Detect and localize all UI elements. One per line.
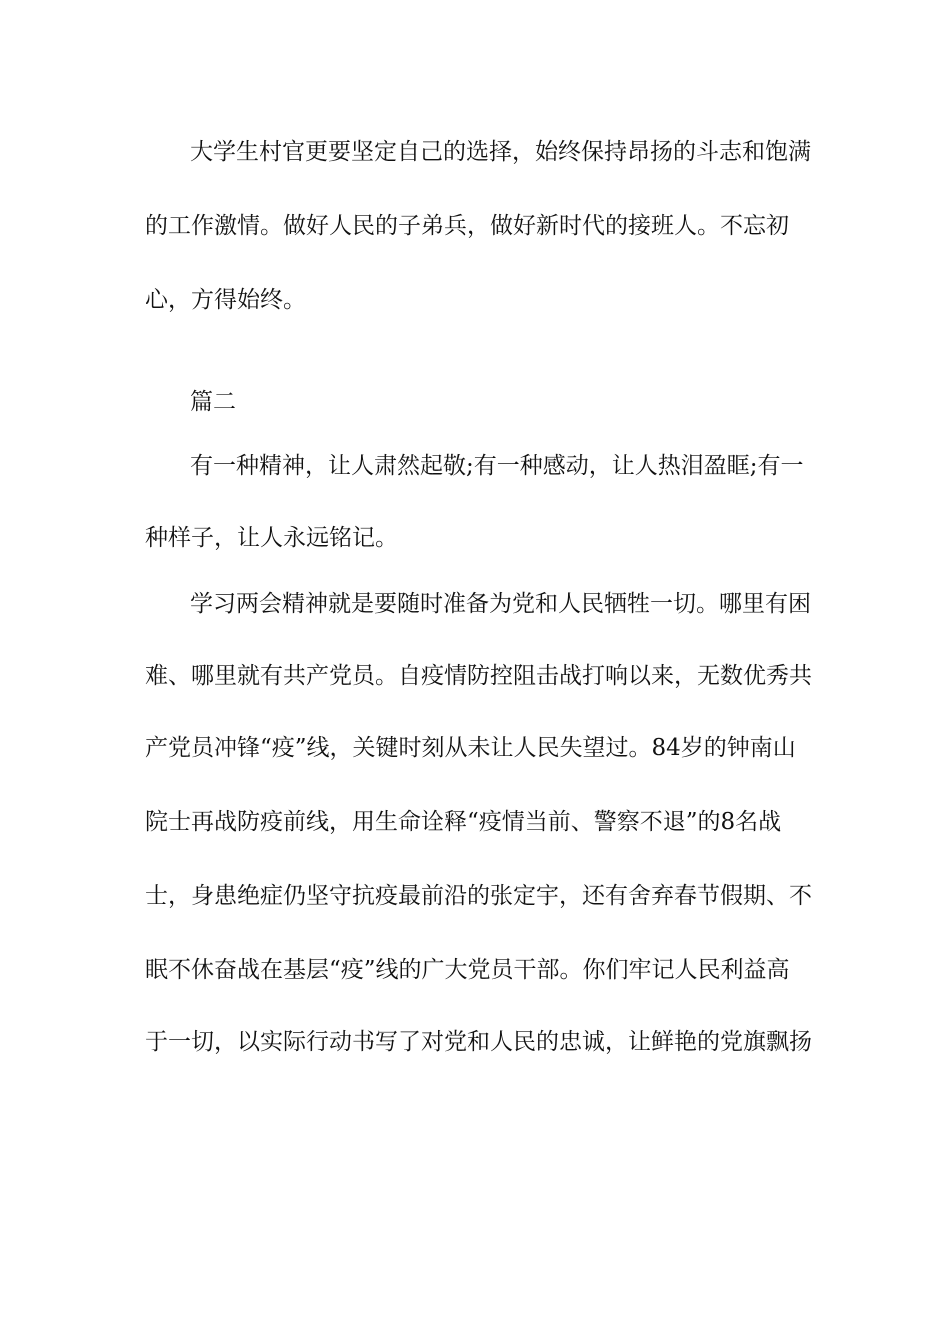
paragraph-3-line-6: 眠不休奋战在基层“疫”线的广大党员干部。你们牢记人民利益高 <box>145 957 790 983</box>
paragraph-2-line-2: 种样子，让人永远铭记。 <box>145 525 398 551</box>
paragraph-1-line-3: 心，方得始终。 <box>145 287 306 313</box>
paragraph-3-line-4: 院士再战防疫前线，用生命诠释“疫情当前、警察不退”的8名战 <box>145 809 782 835</box>
section-heading: 篇二 <box>190 389 236 415</box>
paragraph-3-line-1: 学习两会精神就是要随时准备为党和人民牺牲一切。哪里有困 <box>190 591 811 617</box>
paragraph-1-line-1: 大学生村官更要坚定自己的选择，始终保持昂扬的斗志和饱满 <box>190 139 811 165</box>
paragraph-3-line-3: 产党员冲锋“疫”线，关键时刻从未让人民失望过。84岁的钟南山 <box>145 735 796 761</box>
paragraph-3-line-7: 于一切，以实际行动书写了对党和人民的忠诚，让鲜艳的党旗飘扬 <box>145 1029 812 1055</box>
paragraph-3-line-2: 难、哪里就有共产党员。自疫情防控阻击战打响以来，无数优秀共 <box>145 663 812 689</box>
paragraph-1-line-2: 的工作激情。做好人民的子弟兵，做好新时代的接班人。不忘初 <box>145 213 789 239</box>
paragraph-2-line-1: 有一种精神，让人肃然起敬;有一种感动，让人热泪盈眶;有一 <box>190 453 804 479</box>
paragraph-3-line-5: 士，身患绝症仍坚守抗疫最前沿的张定宇，还有舍弃春节假期、不 <box>145 883 812 909</box>
